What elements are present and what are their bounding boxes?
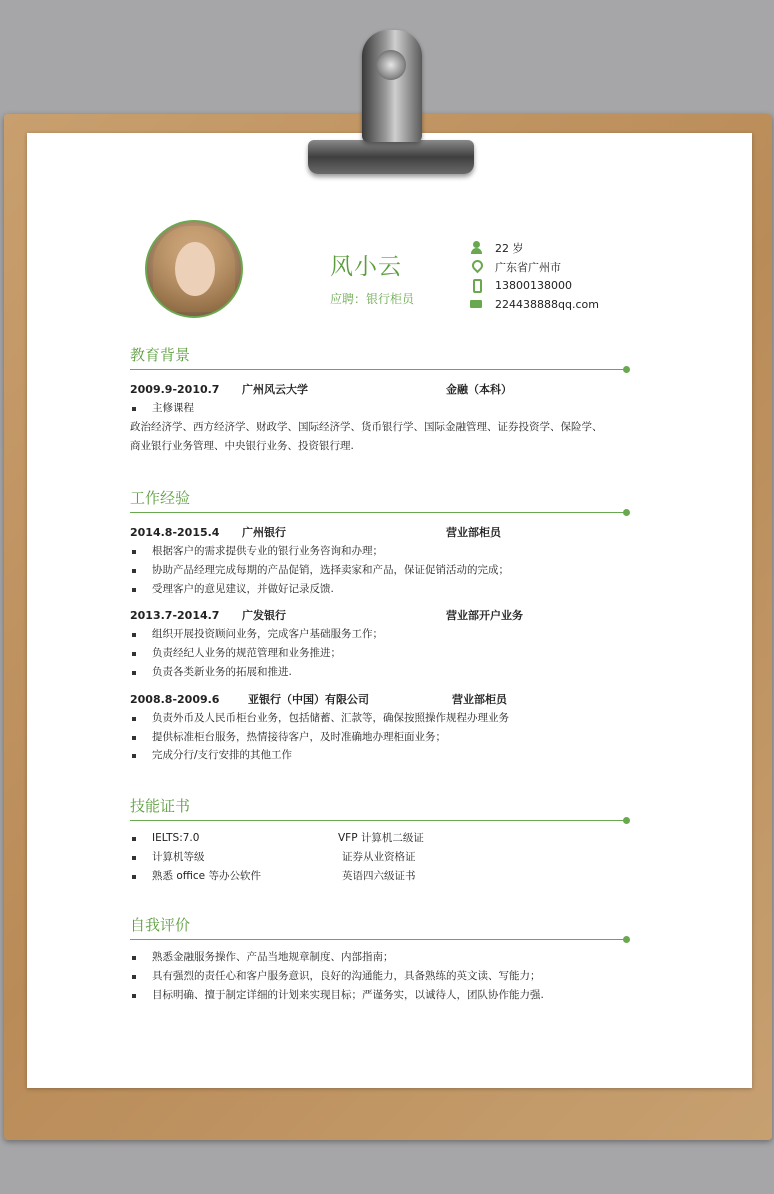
phone-icon xyxy=(470,279,483,292)
list-item: 根据客户的需求提供专业的银行业务咨询和办理； xyxy=(130,542,630,561)
location-pin-icon xyxy=(470,260,483,273)
education-title: 教育背景 xyxy=(130,346,191,364)
skills-row xyxy=(130,867,630,886)
apply-position: 应聘：银行柜员 xyxy=(330,292,415,306)
email-text: 224438888qq.com xyxy=(495,298,599,311)
skill-left: 计算机等级 xyxy=(130,848,338,867)
contact-location xyxy=(470,257,599,276)
courses-line-2: 商业银行业务管理、中央银行业务、投资银行理. xyxy=(130,439,354,452)
self-eval-section xyxy=(130,914,630,1004)
mail-icon xyxy=(470,298,483,311)
avatar-face xyxy=(175,242,215,296)
job-role: 营业部柜员 xyxy=(446,526,501,539)
job-date: 2013.7-2014.7 xyxy=(130,609,220,623)
job-org: 广州银行 xyxy=(242,526,286,539)
clip-base xyxy=(308,140,474,174)
list-item: 负责各类新业务的拓展和推进. xyxy=(130,663,630,682)
job-date: 2014.8-2015.4 xyxy=(130,526,220,539)
list-item: 组织开展投资顾问业务，完成客户基础服务工作； xyxy=(130,625,630,644)
job-org: 亚银行（中国）有限公司 xyxy=(248,692,369,706)
education-section xyxy=(130,344,630,455)
age-text: 22 岁 xyxy=(495,241,524,255)
contact-age xyxy=(470,238,599,257)
clip-hole xyxy=(376,50,406,80)
courses-label: 主修课程 xyxy=(130,399,630,418)
skill-left: IELTS:7.0 xyxy=(130,829,338,848)
section-divider xyxy=(130,939,626,940)
job-role: 营业部开户业务 xyxy=(446,609,523,623)
list-item: 受理客户的意见建议，并做好记录反馈. xyxy=(130,580,630,599)
education-major: 金融（本科） xyxy=(446,383,512,396)
contact-phone xyxy=(470,276,599,295)
list-item: 完成分行/支行安排的其他工作 xyxy=(130,746,630,765)
section-divider xyxy=(130,820,626,821)
work-section xyxy=(130,487,630,765)
section-divider xyxy=(130,369,626,370)
list-item: 具有强烈的责任心和客户服务意识，良好的沟通能力，具备熟练的英文读、写能力； xyxy=(130,967,630,986)
job-head xyxy=(130,690,630,709)
list-item: 协助产品经理完成每期的产品促销，选择卖家和产品，保证促销活动的完成； xyxy=(130,561,630,580)
skills-section xyxy=(130,795,630,886)
list-item: 负责经纪人业务的规范管理和业务推进； xyxy=(130,644,630,663)
location-text: 广东省广州市 xyxy=(495,260,561,274)
list-item: 负责外币及人民币柜台业务，包括储蓄、汇款等，确保按照操作规程办理业务 xyxy=(130,709,630,728)
avatar xyxy=(145,220,243,318)
list-item: 提供标准柜台服务，热情接待客户，及时准确地办理柜面业务； xyxy=(130,728,630,747)
self-eval-title: 自我评价 xyxy=(130,916,191,934)
section-divider xyxy=(130,512,626,513)
job-date: 2008.8-2009.6 xyxy=(130,692,220,706)
skill-right: 证券从业资格证 xyxy=(342,851,416,863)
education-head xyxy=(130,380,630,399)
job-head xyxy=(130,523,630,542)
clip-lever xyxy=(362,30,422,142)
education-date: 2009.9-2010.7 xyxy=(130,383,220,396)
skills-row xyxy=(130,829,630,848)
phone-text: 13800138000 xyxy=(495,279,572,292)
contact-info xyxy=(470,238,599,314)
courses-line-1: 政治经济学、西方经济学、财政学、国际经济学、货币银行学、国际金融管理、证券投资学、保险学、 xyxy=(130,420,603,433)
person-icon xyxy=(470,241,483,254)
work-title: 工作经验 xyxy=(130,489,191,507)
job-role: 营业部柜员 xyxy=(452,692,507,706)
skills-title: 技能证书 xyxy=(130,797,191,815)
education-school: 广州风云大学 xyxy=(242,383,308,396)
contact-email xyxy=(470,295,599,314)
list-item: 熟悉金融服务操作、产品当地规章制度、内部指南； xyxy=(130,948,630,967)
job-head xyxy=(130,606,630,625)
list-item: 目标明确、擅于制定详细的计划来实现目标；严谨务实，以诚待人，团队协作能力强. xyxy=(130,986,630,1005)
candidate-name: 风小云 xyxy=(330,254,402,280)
job-org: 广发银行 xyxy=(242,609,286,623)
skill-right: 英语四六级证书 xyxy=(342,870,416,882)
skill-left: 熟悉 office 等办公软件 xyxy=(130,867,338,886)
skill-right: VFP 计算机二级证 xyxy=(338,832,424,844)
skills-row xyxy=(130,848,630,867)
